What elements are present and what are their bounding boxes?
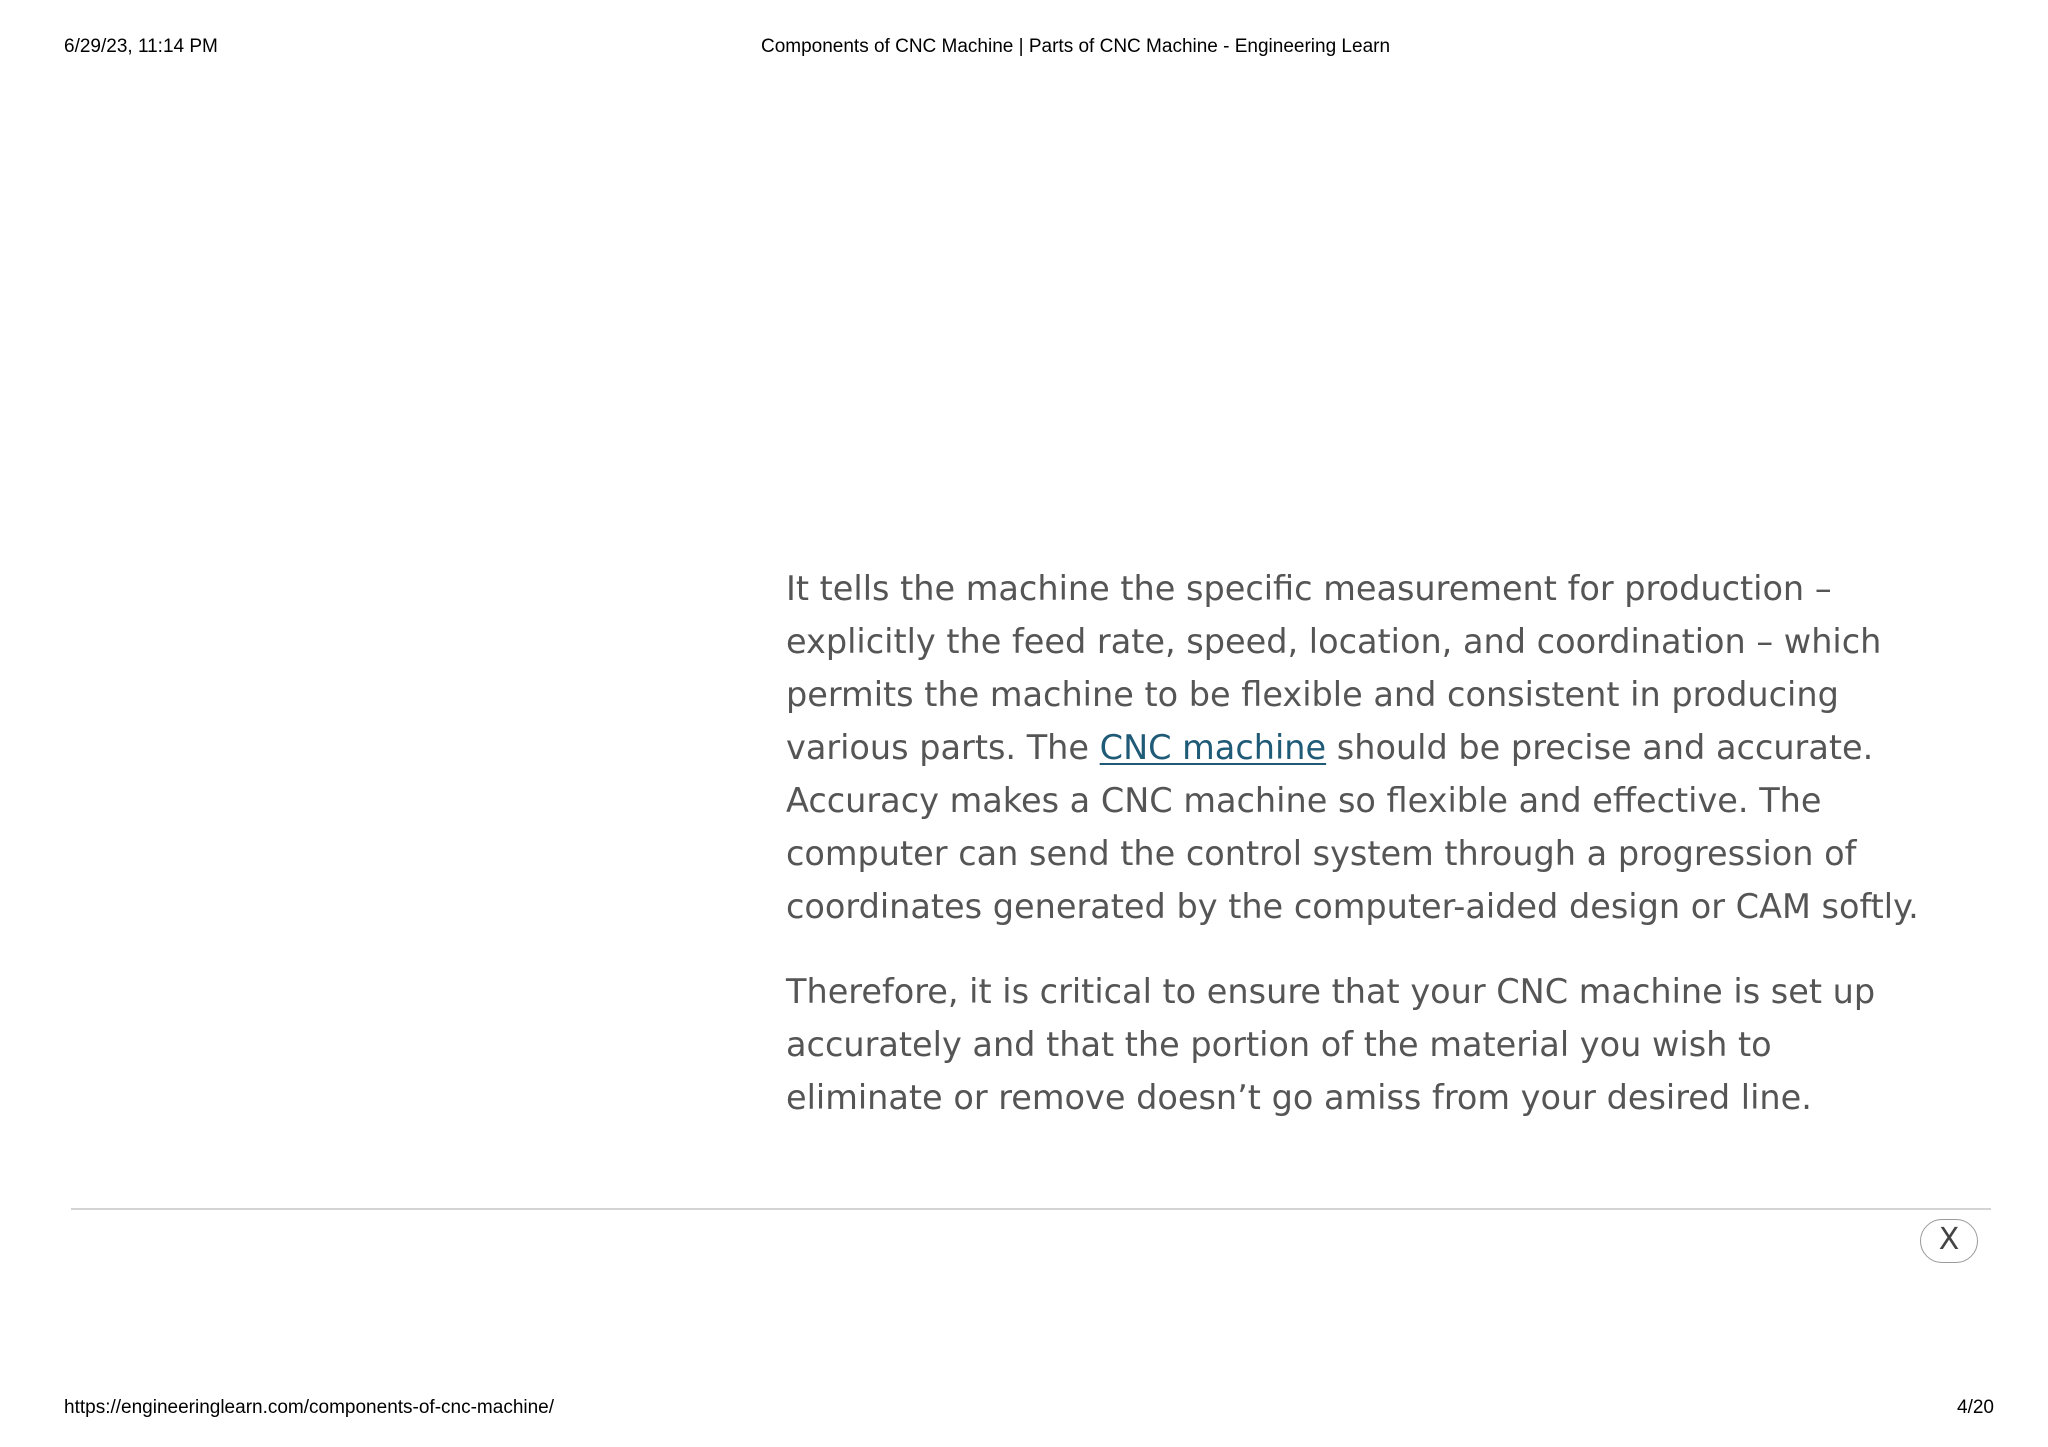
article-paragraph-1: [786, 562, 1926, 933]
article-paragraph-2: Therefore, it is critical to ensure that your CNC machine is set up accurately and that the portion of the material you wish to eliminate or remove doesn’t go amiss from your desired line.: [786, 972, 1876, 1117]
close-ad-button[interactable]: X: [1920, 1219, 1978, 1263]
paragraph-1-text-after-link: should be precise and accurate. Accuracy makes a CNC machine so flexible and effective. The computer can send the control system through a progression of coordinates generated by the computer-aided design or CAM softly.: [786, 728, 1919, 926]
print-page-title-row: [0, 36, 2048, 58]
overlay-divider: [71, 1208, 1991, 1210]
print-datetime: 6/29/23, 11:14 PM: [64, 36, 218, 57]
print-page-number: 4/20: [1957, 1397, 1994, 1418]
print-page-title: Components of CNC Machine | Parts of CNC Machine - Engineering Learn: [760, 36, 1391, 57]
paragraph-1-text-before-link: It tells the machine the specific measurement for production – explicitly the feed rate, speed, location, and coordination – which permits the machine to be flexible and consistent in producing various parts. The: [786, 569, 1882, 767]
article-body: [786, 562, 1926, 1124]
cnc-machine-link[interactable]: CNC machine: [1099, 728, 1327, 767]
print-footer-url: https://engineeringlearn.com/components-of-cnc-machine/: [64, 1397, 555, 1418]
